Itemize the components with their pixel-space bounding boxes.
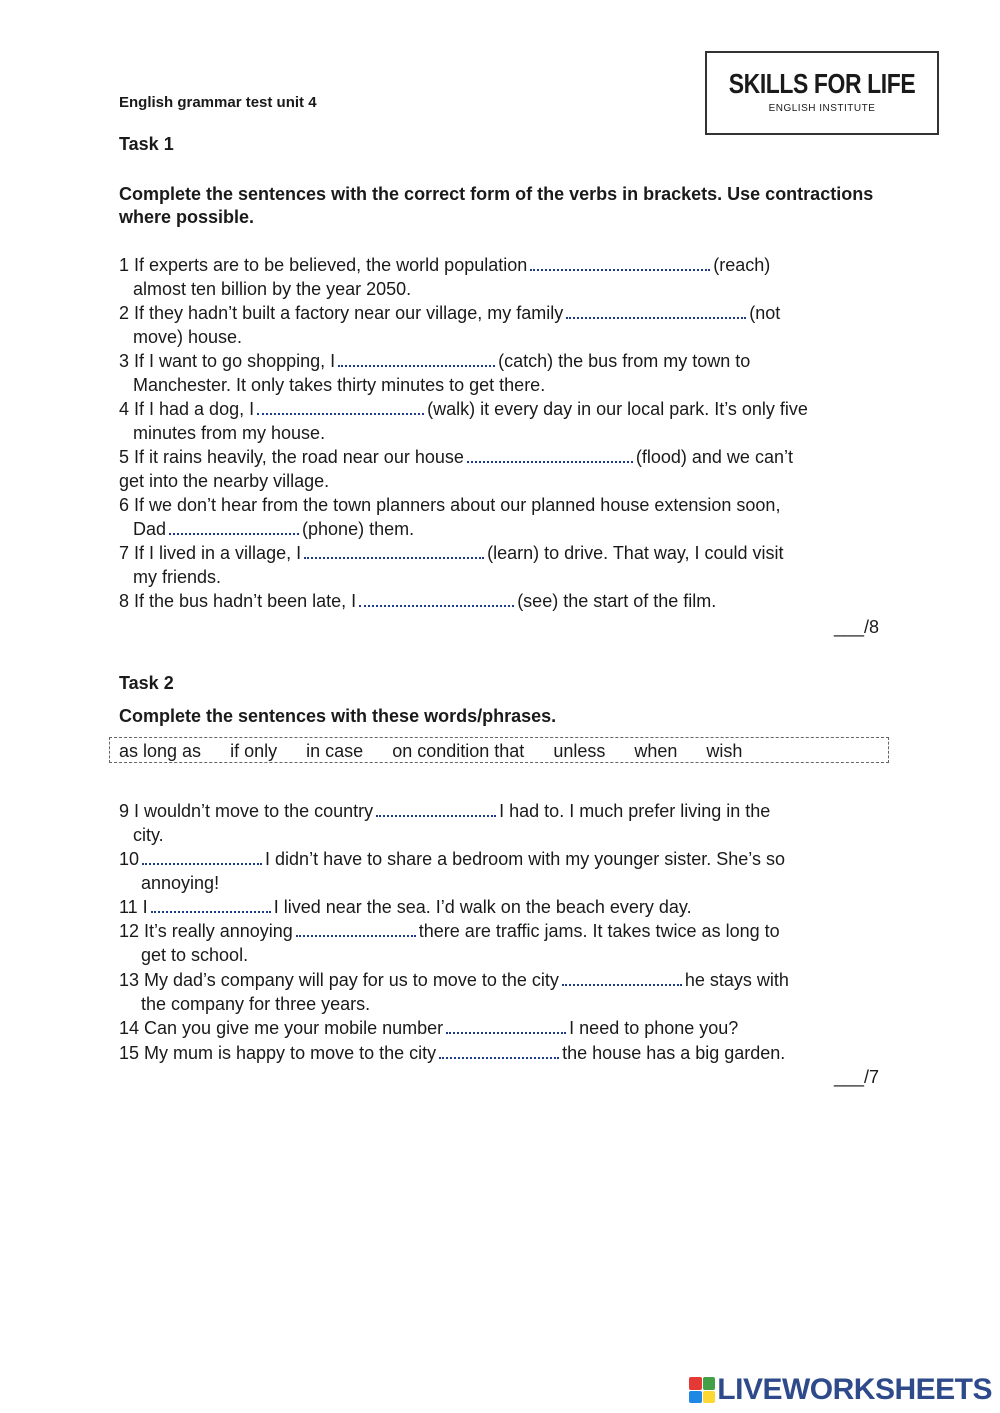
sentence-continuation: the company for three years.: [141, 994, 371, 1014]
document-title: English grammar test unit 4: [119, 94, 317, 111]
task2-sentence-9: [119, 799, 889, 847]
answer-gap[interactable]: [359, 591, 514, 607]
task2-sentence-11: [119, 895, 889, 919]
sentence-text: 12 It’s really annoying: [119, 921, 293, 941]
sentence-text: I need to phone you?: [569, 1018, 739, 1038]
task2-heading: Task 2: [119, 673, 174, 693]
word-bank-item: on condition that: [392, 741, 525, 761]
word-bank-item: unless: [553, 741, 606, 761]
answer-gap[interactable]: [304, 543, 484, 559]
task2-sentence-13: [119, 968, 889, 1016]
sentence-continuation: annoying!: [141, 873, 220, 893]
task2-sentence-15: [119, 1041, 889, 1065]
skills-for-life-logo: [705, 51, 939, 135]
sentence-continuation: get to school.: [141, 945, 249, 965]
sentence-continuation: Manchester. It only takes thirty minutes to get there.: [133, 375, 546, 395]
word-bank-item: if only: [230, 741, 278, 761]
sentence-text: I had to. I much prefer living in the: [499, 801, 771, 821]
sentence-text: the house has a big garden.: [562, 1043, 786, 1063]
sentence-text: I lived near the sea. I’d walk on the beach every day.: [273, 897, 692, 917]
task2-sentence-14: [119, 1016, 889, 1040]
sentence-text: Dad: [133, 519, 167, 539]
liveworksheets-brand-text: LIVEWORKSHEETS: [717, 1373, 992, 1406]
logo-main-text: SKILLS FOR LIFE: [728, 68, 916, 99]
word-bank-item: as long as: [119, 741, 202, 761]
sentence-text: (flood) and we can’t: [635, 447, 793, 467]
sentence-text: I didn’t have to share a bedroom with my younger sister. She’s so: [265, 849, 785, 869]
sentence-text: he stays with: [684, 970, 789, 990]
sentence-text: 13 My dad’s company will pay for us to move to the city: [119, 970, 559, 990]
task1-sentence-6: [119, 493, 889, 541]
sentence-continuation: my friends.: [133, 567, 222, 587]
sentence-text: (not: [749, 303, 781, 323]
sentence-text: 1 If experts are to be believed, the world population: [119, 255, 528, 275]
sentence-text: (reach): [713, 255, 771, 275]
sentence-text: 11 I: [119, 897, 148, 917]
answer-gap[interactable]: [296, 921, 416, 937]
answer-gap[interactable]: [151, 897, 271, 913]
task1-score: ___/8: [833, 617, 879, 637]
answer-gap[interactable]: [257, 399, 424, 415]
task2-sentence-10: [119, 847, 889, 895]
task1-instruction: Complete the sentences with the correct form of the verbs in brackets. Use contractions where possible.: [119, 184, 874, 227]
sentence-continuation: city.: [133, 825, 164, 845]
task1-heading: Task 1: [119, 134, 174, 154]
sentence-text: 10: [119, 849, 140, 869]
sentence-text: 3 If I want to go shopping, I: [119, 351, 336, 371]
answer-gap[interactable]: [439, 1043, 559, 1059]
word-bank-item: wish: [706, 741, 743, 761]
sentence-continuation: get into the nearby village.: [119, 471, 330, 491]
answer-gap[interactable]: [446, 1018, 566, 1034]
sentence-text: 8 If the bus hadn’t been late, I: [119, 591, 357, 611]
sentence-text: 6 If we don’t hear from the town planners about our planned house extension soon,: [119, 495, 781, 515]
liveworksheets-logo: [689, 1373, 992, 1407]
word-bank: [109, 737, 889, 763]
word-bank-item: when: [634, 741, 678, 761]
task1-sentence-1: [119, 253, 889, 301]
sentence-continuation: move) house.: [133, 327, 243, 347]
answer-gap[interactable]: [376, 801, 496, 817]
sentence-text: there are traffic jams. It takes twice as long to: [418, 921, 780, 941]
answer-gap[interactable]: [562, 970, 682, 986]
task2-sentence-12: [119, 919, 889, 967]
answer-gap[interactable]: [467, 447, 633, 463]
task1-sentence-2: [119, 301, 889, 349]
sentence-continuation: minutes from my house.: [133, 423, 326, 443]
sentence-text: 9 I wouldn’t move to the country: [119, 801, 374, 821]
task2-score: ___/7: [833, 1067, 879, 1087]
word-bank-item: in case: [306, 741, 364, 761]
sentence-text: (walk) it every day in our local park. It’s only five: [427, 399, 808, 419]
sentence-text: 14 Can you give me your mobile number: [119, 1018, 444, 1038]
task1-sentence-5: [119, 445, 889, 493]
sentence-text: (phone) them.: [302, 519, 415, 539]
task1-sentence-3: [119, 349, 889, 397]
sentence-text: 7 If I lived in a village, I: [119, 543, 302, 563]
answer-gap[interactable]: [530, 255, 710, 271]
task1-sentence-4: [119, 397, 889, 445]
answer-gap[interactable]: [566, 303, 746, 319]
task2-instruction: Complete the sentences with these words/phrases.: [119, 706, 557, 726]
sentence-text: 15 My mum is happy to move to the city: [119, 1043, 437, 1063]
liveworksheets-mark-icon: [689, 1377, 715, 1403]
answer-gap[interactable]: [338, 351, 495, 367]
task1-sentence-7: [119, 541, 889, 589]
sentence-text: 4 If I had a dog, I: [119, 399, 255, 419]
task1-sentence-8: [119, 589, 889, 613]
sentence-text: (learn) to drive. That way, I could visit: [487, 543, 784, 563]
sentence-text: 5 If it rains heavily, the road near our house: [119, 447, 464, 467]
sentence-text: (see) the start of the film.: [517, 591, 717, 611]
logo-sub-text: ENGLISH INSTITUTE: [768, 103, 876, 114]
answer-gap[interactable]: [142, 849, 262, 865]
answer-gap[interactable]: [169, 519, 299, 535]
sentence-continuation: almost ten billion by the year 2050.: [133, 279, 412, 299]
sentence-text: (catch) the bus from my town to: [498, 351, 751, 371]
sentence-text: 2 If they hadn’t built a factory near our village, my family: [119, 303, 564, 323]
